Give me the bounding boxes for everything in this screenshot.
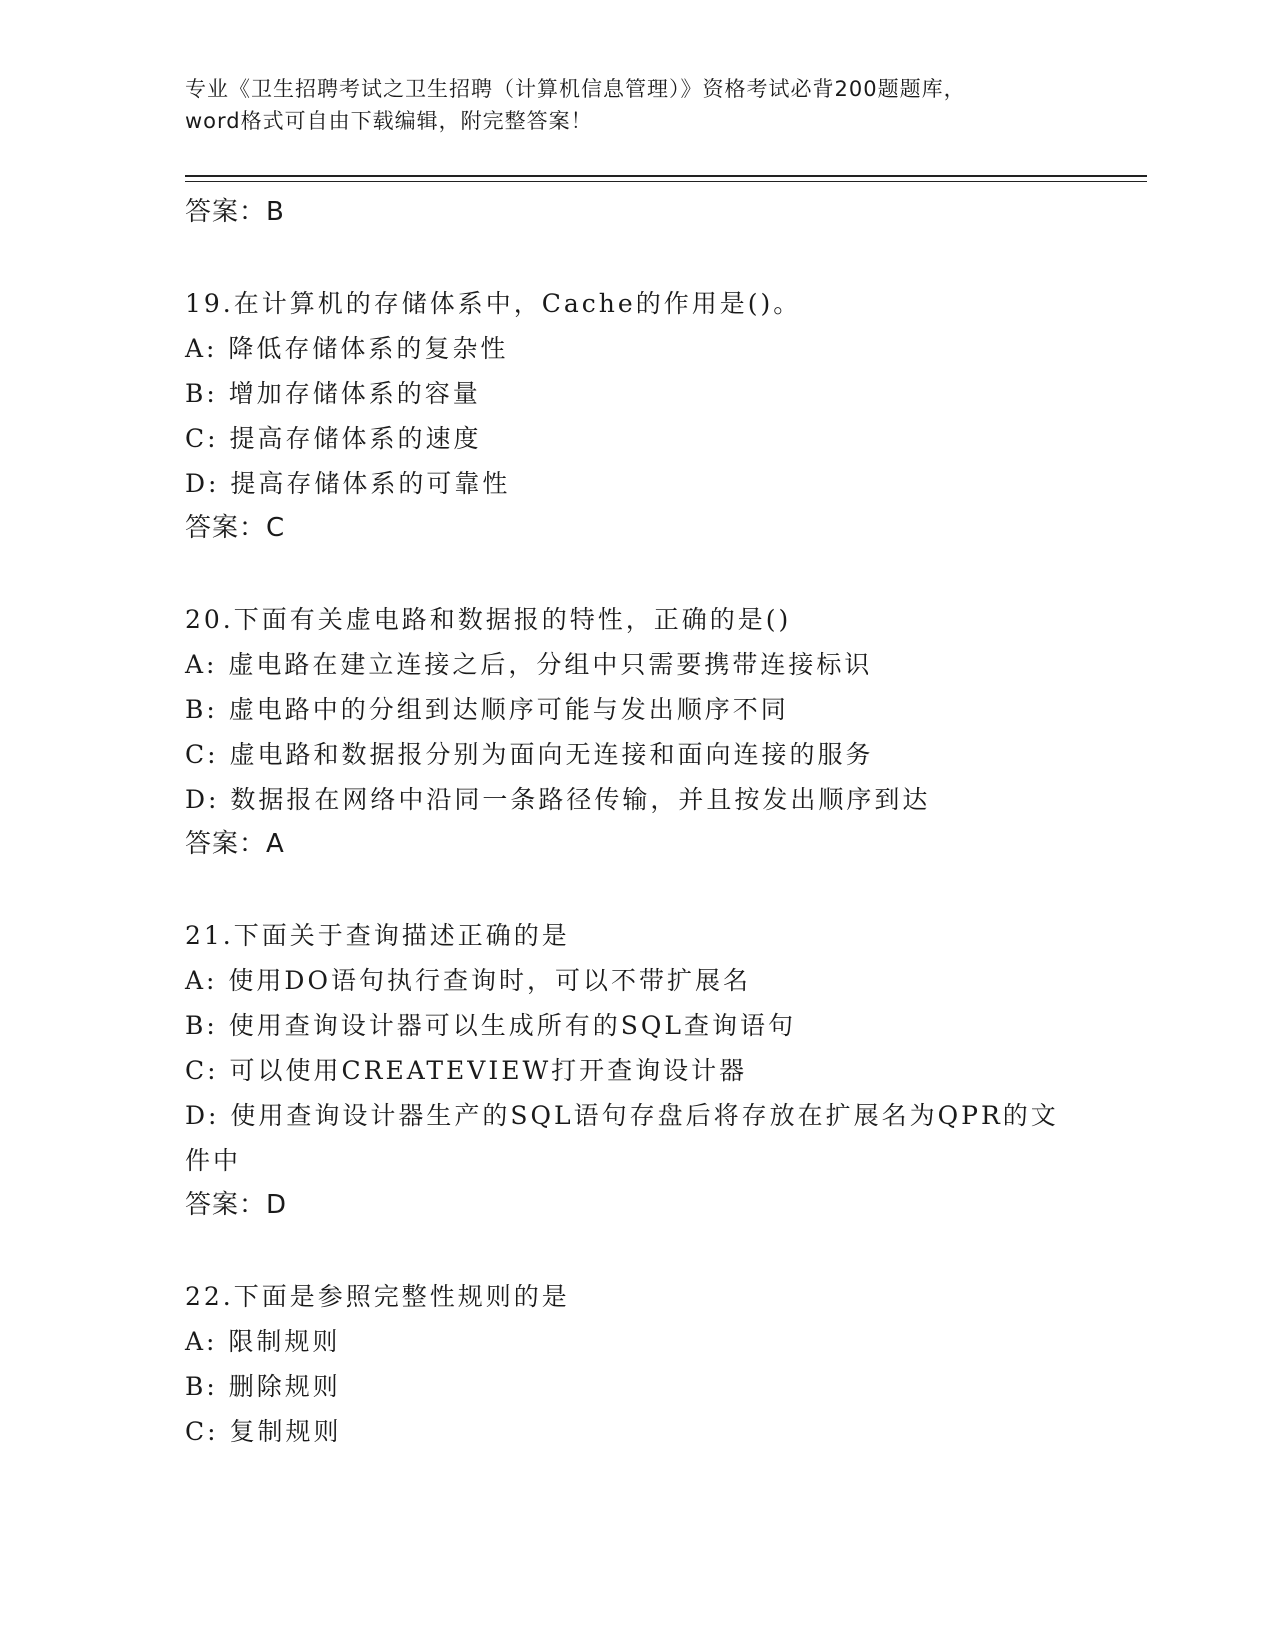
option-b: B: 虚电路中的分组到达顺序可能与发出顺序不同: [185, 695, 789, 724]
answer-line: 答案：A: [185, 829, 285, 859]
question-stem: 20.下面有关虚电路和数据报的特性，正确的是(): [185, 605, 792, 634]
question-stem: 19.在计算机的存储体系中，Cache的作用是()。: [185, 289, 802, 318]
option-a: A: 限制规则: [185, 1327, 341, 1356]
question-22: [185, 1274, 1085, 1454]
question-20: [185, 597, 1085, 866]
document-header: [185, 73, 1085, 137]
header-rule-thin: [185, 181, 1147, 182]
question-stem: 21.下面关于查询描述正确的是: [185, 921, 570, 950]
option-b: B: 删除规则: [185, 1372, 341, 1401]
question-19: [185, 281, 1085, 550]
spacer: [185, 1227, 1085, 1274]
option-b: B: 使用查询设计器可以生成所有的SQL查询语句: [185, 1011, 796, 1040]
spacer: [185, 234, 1085, 281]
answer-line: 答案：D: [185, 1190, 288, 1220]
option-a: A: 使用DO语句执行查询时，可以不带扩展名: [185, 966, 751, 995]
option-d: D: 使用查询设计器生产的SQL语句存盘后将存放在扩展名为QPR的文件中: [185, 1101, 1059, 1175]
spacer: [185, 550, 1085, 597]
option-c: C: 提高存储体系的速度: [185, 424, 482, 453]
document-content: [185, 190, 1085, 1454]
answer-line: 答案：B: [185, 197, 285, 227]
header-line-1: 专业《卫生招聘考试之卫生招聘（计算机信息管理）》资格考试必背200题题库，: [185, 77, 966, 101]
option-c: C: 复制规则: [185, 1417, 342, 1446]
option-a: A: 降低存储体系的复杂性: [185, 334, 509, 363]
answer-line: 答案：C: [185, 513, 286, 543]
option-d: D: 提高存储体系的可靠性: [185, 469, 511, 498]
header-rule-thick: [185, 175, 1147, 177]
option-c: C: 虚电路和数据报分别为面向无连接和面向连接的服务: [185, 740, 874, 769]
question-stem: 22.下面是参照完整性规则的是: [185, 1282, 570, 1311]
header-line-2: word格式可自由下载编辑，附完整答案！: [185, 109, 593, 133]
option-a: A: 虚电路在建立连接之后，分组中只需要携带连接标识: [185, 650, 873, 679]
spacer: [185, 866, 1085, 913]
option-d: D: 数据报在网络中沿同一条路径传输，并且按发出顺序到达: [185, 785, 931, 814]
option-c: C: 可以使用CREATEVIEW打开查询设计器: [185, 1056, 748, 1085]
option-b: B: 增加存储体系的容量: [185, 379, 481, 408]
question-21: [185, 913, 1085, 1227]
